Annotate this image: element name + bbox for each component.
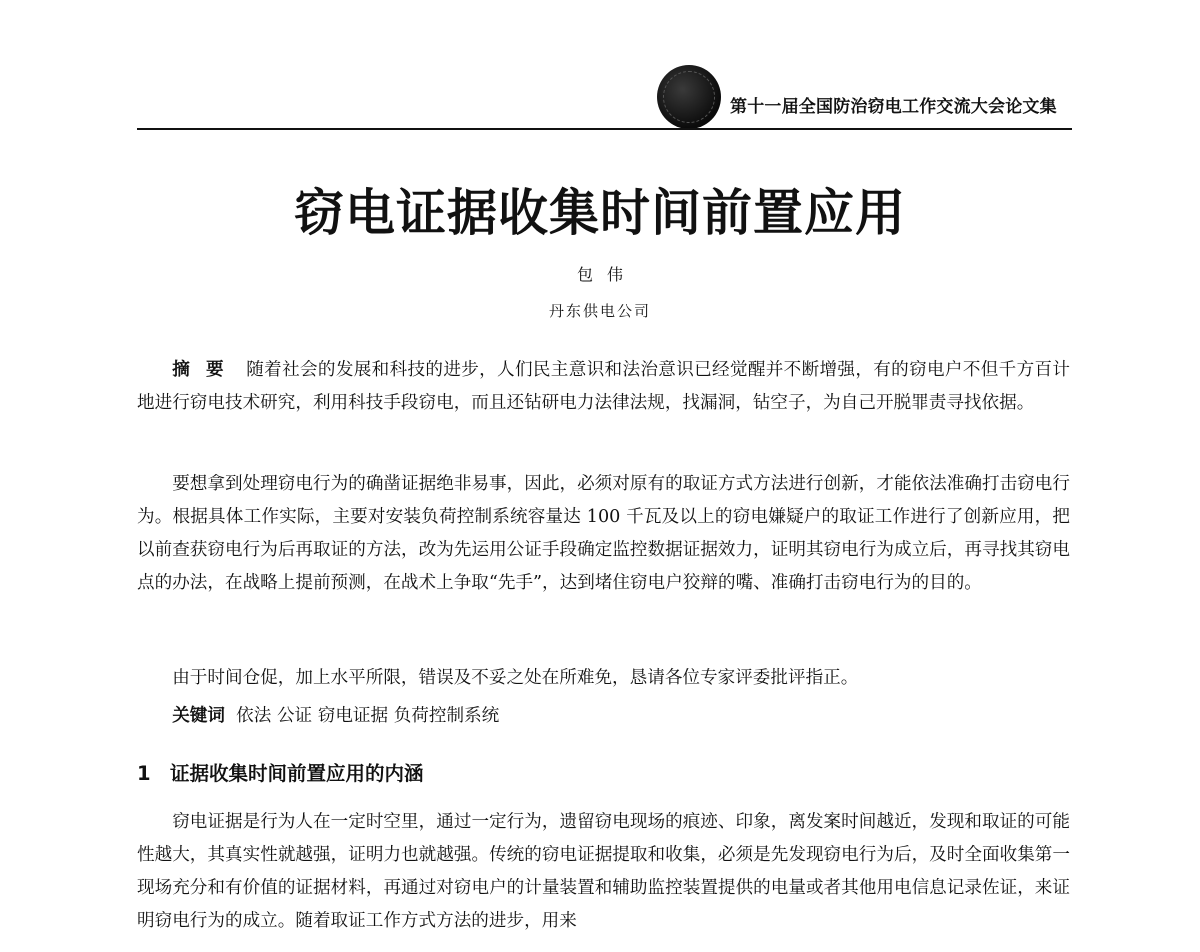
- keywords-label: 关键词: [172, 706, 225, 726]
- author-affiliation: 丹东供电公司: [548, 302, 651, 320]
- abstract-paragraph-2: 要想拿到处理窃电行为的确凿证据绝非易事，因此，必须对原有的取证方式方法进行创新，才能依法准确打击窃电行为。根据具体工作实际，主要对安装负荷控制系统容量达 100 千瓦及以上的窃电嫌疑户的取证工作进行了创新应用，把以前查获窃电行为后再取证的方法，改为先运用公证手段确定监控数据证据效力，证明其窃电行为成立后，再寻找其窃电点的办法，在战略上提前预测，在战术上争取“先手”，达到堵住窃电户狡辩的嘴、准确打击窃电行为的目的。: [137, 474, 1070, 593]
- section-1-paragraph: 窃电证据是行为人在一定时空里，通过一定行为，遗留窃电现场的痕迹、印象，离发案时间越近，发现和取证的可能性越大，其真实性就越强，证明力也就越强。传统的窃电证据提取和收集，必须是先发现窃电行为后，及时全面收集第一现场充分和有价值的证据材料，再通过对窃电户的计量装置和辅助监控装置提供的电量或者其他用电信息记录佐证，来证明窃电行为的成立。随着取证工作方式方法的进步，用来: [137, 812, 1070, 931]
- abstract-text: 随着社会的发展和科技的进步，人们民主意识和法治意识已经觉醒并不断增强，有的窃电户不但千方百计地进行窃电技术研究，利用科技手段窃电，而且还钻研电力法律法规，找漏洞，钻空子，为自己开脱罪责寻找依据。: [137, 360, 1070, 413]
- section-number: 1: [137, 762, 151, 785]
- journal-title: 第十一届全国防治窃电工作交流大会论文集: [730, 97, 1057, 117]
- page-header: [0, 0, 1200, 135]
- keywords-text: 依法 公证 窃电证据 负荷控制系统: [236, 706, 500, 726]
- emblem-ring: [663, 71, 715, 123]
- abstract-paragraph-3: 由于时间仓促，加上水平所限，错误及不妥之处在所难免，恳请各位专家评委批评指正。: [172, 668, 859, 688]
- paper-title: 窃电证据收集时间前置应用: [294, 184, 906, 242]
- abstract-label: 摘要: [172, 360, 240, 380]
- section-1-heading: [137, 757, 424, 791]
- header-divider: [137, 128, 1072, 130]
- keywords-line: [137, 700, 1070, 733]
- author-name: 包伟: [576, 265, 637, 284]
- abstract-paragraph: [137, 354, 1070, 420]
- section-title: 证据收集时间前置应用的内涵: [170, 762, 424, 785]
